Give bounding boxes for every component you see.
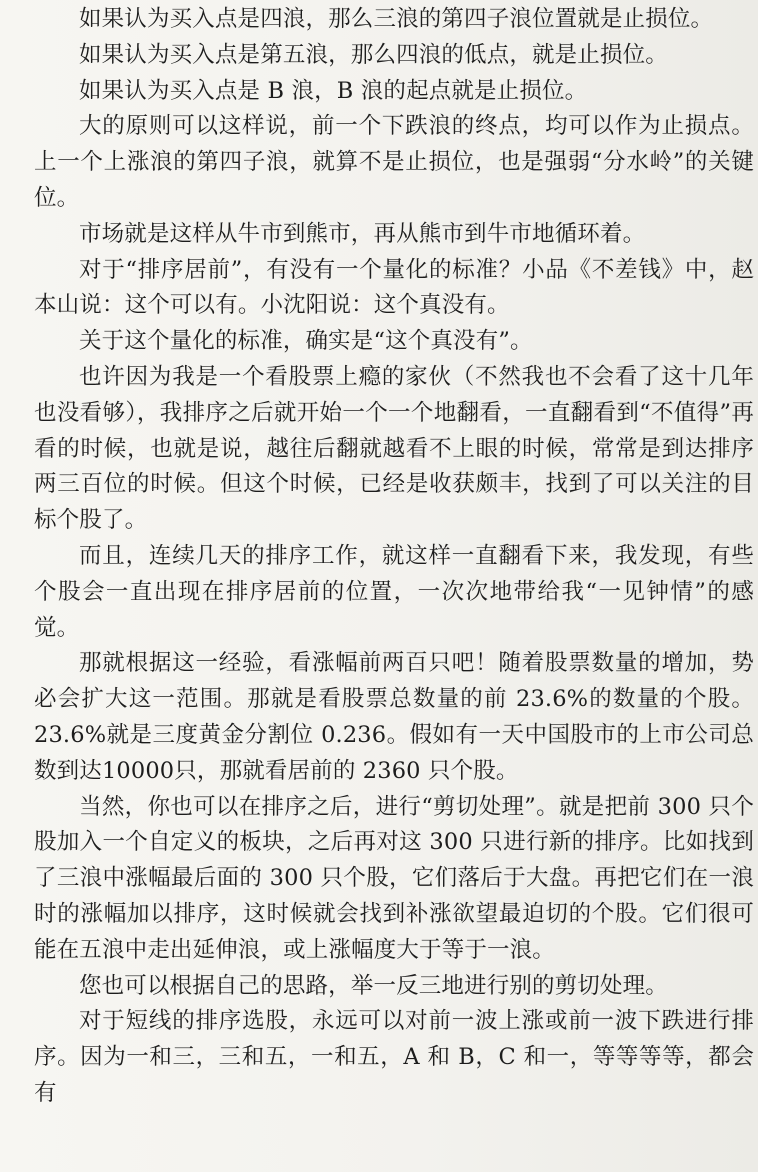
- paragraph: 也许因为我是一个看股票上瘾的家伙（不然我也不会看了这十几年也没看够），我排序之后就开始一个一个地翻看，一直翻看到“不值得”再看的时候，也就是说，越往后翻就越看不上眼的时候，常常是到达排序两三百位的时候。但这个时候，已经是收获颇丰，找到了可以关注的目标个股了。: [34, 363, 754, 534]
- paragraph: 当然，你也可以在排序之后，进行“剪切处理”。就是把前 300 只个股加入一个自定义的板块，之后再对这 300 只进行新的排序。比如找到了三浪中涨幅最后面的 300 只个股，它们落后于大盘。再把它们在一浪时的涨幅加以排序，这时候就会找到补涨欲望最迫切的个股。它们很可能在五浪中走出延伸浪，或上涨幅度大于等于一浪。: [34, 793, 754, 963]
- paragraph: 对于短线的排序选股，永远可以对前一波上涨或前一波下跌进行排序。因为一和三，三和五，一和五，A 和 B，C 和一，等等等等，都会有: [34, 1008, 754, 1106]
- paragraph: 关于这个量化的标准，确实是“这个真没有”。: [79, 328, 533, 355]
- paragraph: 如果认为买入点是四浪，那么三浪的第四子浪位置就是止损位。: [79, 6, 714, 32]
- paragraph: 对于“排序居前”，有没有一个量化的标准？小品《不差钱》中，赵本山说：这个可以有。小沈阳说：这个真没有。: [34, 256, 754, 319]
- paragraph: 如果认为买入点是第五浪，那么四浪的低点，就是止损位。: [79, 41, 668, 68]
- body-text: [34, 2, 754, 1112]
- paragraph: 大的原则可以这样说，前一个下跌浪的终点，均可以作为止损点。上一个上涨浪的第四子浪，就算不是止损位，也是强弱“分水岭”的关键位。: [34, 113, 754, 211]
- paragraph: 如果认为买入点是 B 浪，B 浪的起点就是止损位。: [79, 77, 588, 104]
- paragraph: 而且，连续几天的排序工作，就这样一直翻看下来，我发现，有些个股会一直出现在排序居前的位置，一次次地带给我“一见钟情”的感觉。: [34, 542, 754, 641]
- paragraph: 那就根据这一经验，看涨幅前两百只吧！随着股票数量的增加，势必会扩大这一范围。那就是看股票总数量的前 23.6%的数量的个股。23.6%就是三度黄金分割位 0.236。假如有一天中国股市的上市公司总数到达10000只，那就看居前的 2360 只个股。: [34, 650, 754, 784]
- paragraph: 您也可以根据自己的思路，举一反三地进行别的剪切处理。: [79, 972, 668, 999]
- paragraph: 市场就是这样从牛市到熊市，再从熊市到牛市地循环着。: [79, 220, 646, 247]
